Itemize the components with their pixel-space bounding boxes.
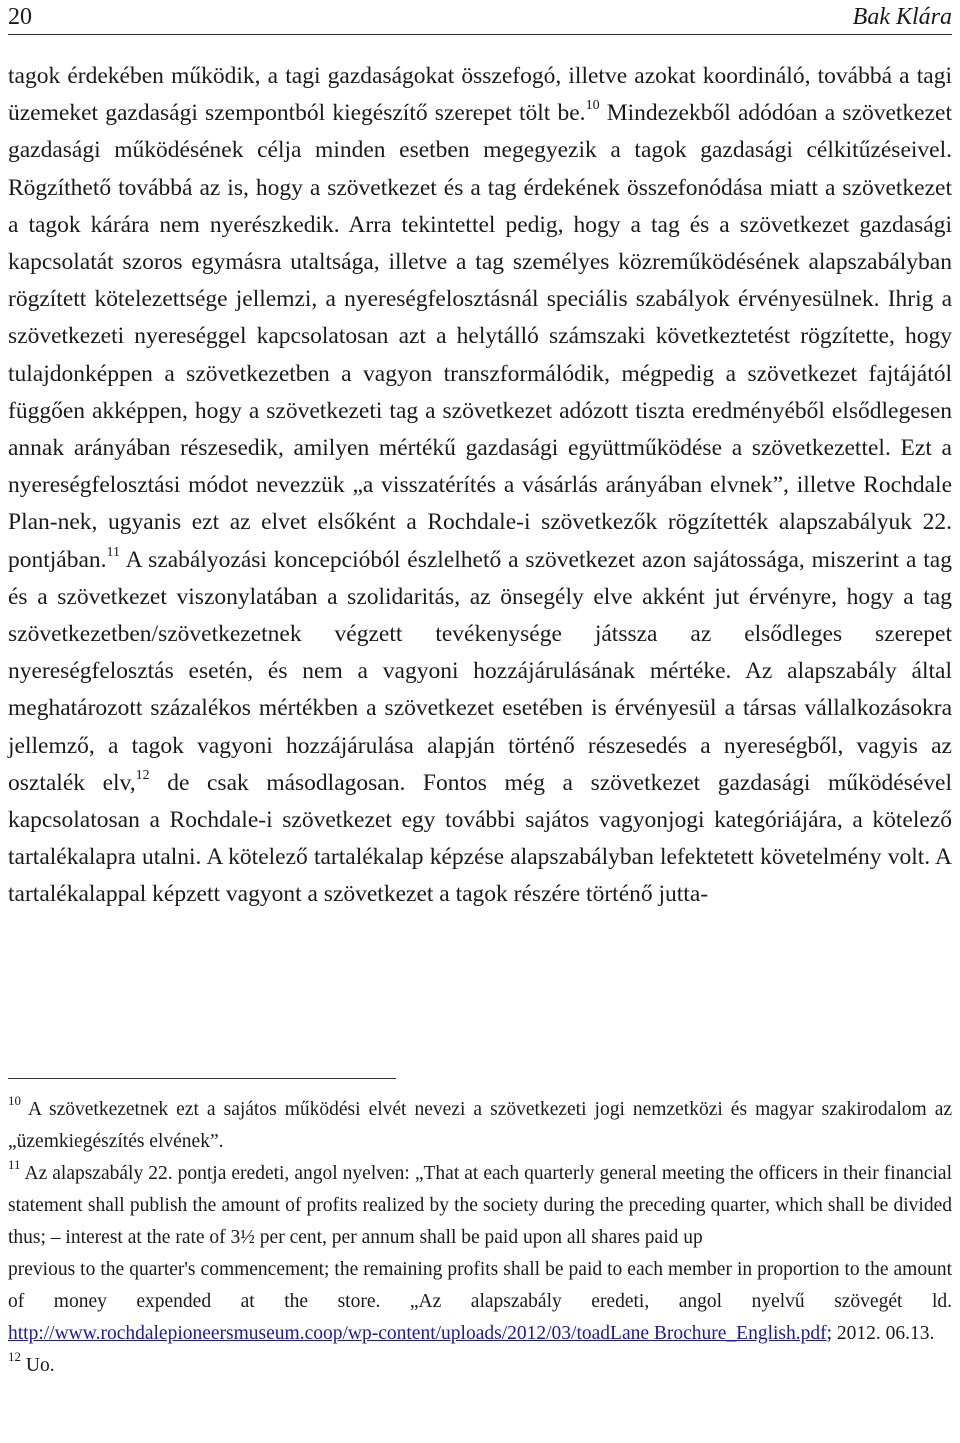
body-segment-3: A szabályozási koncepcióból észlelhető a szövetkezet azon sajátossága, miszerint a tag és a szövetkezet viszonylatában a szolidaritás, az önsegély elve akként jut érvényre, hogy a tag szövetkezetben/szövetkezetnek végzett tevékenysége játssza az elsődleges szerepet nyereségfelosztás esetén, és nem a vagyoni hozzájárulásának mértéke. Az alapszabály által meghatározott százalékos mértékben a szövetkezet esetében is érvényesül a társas vállalkozásokra jellemző, a tagok vagyoni hozzájárulása alapján történő részesedés a nyereségből, vagyis az osztalék elv, <box>8 546 952 796</box>
footnotes <box>8 1094 952 1382</box>
footnote-ref-10[interactable]: 10 <box>585 98 600 114</box>
footnote-number-11: 11 <box>8 1157 21 1172</box>
footnote-11 <box>8 1158 952 1254</box>
footnote-number-10: 10 <box>8 1093 21 1108</box>
page-number: 20 <box>8 3 32 30</box>
footnote-10 <box>8 1094 952 1158</box>
footnote-number-12: 12 <box>8 1349 21 1364</box>
footnote-11-date: ; 2012. 06.13. <box>826 1323 935 1344</box>
footnote-12-text: Uo. <box>21 1355 55 1376</box>
footnote-11-text-2: previous to the quarter's commencement; the remaining profits shall be paid to each member in proportion to the amount of money expended at the store. „Az alapszabály eredeti, angol nyelvű szövegét ld. <box>8 1259 952 1312</box>
body-segment-1: tagok érdekében működik, a tagi gazdaságokat összefogó, illetve azokat koordináló, továbbá a tagi üzemeket gazdasági szempontból kiegészítő szerepet tölt be. <box>8 63 952 127</box>
main-paragraph <box>8 58 952 914</box>
footnote-ref-12[interactable]: 12 <box>135 767 150 783</box>
footnote-separator <box>8 1078 396 1079</box>
running-header <box>8 0 952 35</box>
body-text <box>8 58 952 914</box>
footnote-ref-11[interactable]: 11 <box>106 544 121 560</box>
rochdale-brochure-link[interactable]: http://www.rochdalepioneersmuseum.coop/wp-content/uploads/2012/03/toadLane Brochure_English.pdf <box>8 1323 827 1344</box>
body-segment-2: Mindezekből adódóan a szövetkezet gazdasági működésének célja minden esetben megegyezik a tagok gazdasági célkitűzéseivel. Rögzíthető továbbá az is, hogy a szövetkezet és a tag érdekének összefonódása miatt a szövetkezet a tagok kárára nem nyerészkedik. Arra tekintettel pedig, hogy a tag és a szövetkezet gazdasági kapcsolatát szoros egymásra utaltsága, illetve a tag személyes közreműködésének alapszabályban rögzített kötelezettsége jellemzi, a nyereségfelosztásnál speciális szabályok érvényesülnek. Ihrig a szövetkezeti nyereséggel kapcsolatosan azt a helytálló számszaki következtetést rögzítette, hogy tulajdonképpen a szövetkezetben a vagyon transzformálódik, mégpedig a szövetkezet fajtájától függően akképpen, hogy a szövetkezeti tag a szövetkezet adózott tiszta eredményéből elsődlegesen annak arányában részesedik, amilyen mértékű gazdasági együttműködése a szövetkezettel. Ezt a nyereségfelosztási módot nevezzük „a visszatérítés a vásárlás arányában elvnek”, illetve Rochdale Plan-nek, ugyanis ezt az elvet elsőként a Rochdale-i szövetkezők rögzítették alapszabályuk 22. pontjában. <box>8 100 952 573</box>
footnote-12 <box>8 1350 952 1382</box>
footnote-11-text-1: Az alapszabály 22. pontja eredeti, angol nyelven: „That at each quarterly general meeting the officers in their financial statement shall publish the amount of profits realized by the society during the preceding quarter, which shall be divided thus; – interest at the rate of 3½ per cent, per annum shall be paid upon all shares paid up <box>8 1163 952 1248</box>
footnote-11-cont <box>8 1254 952 1350</box>
footnote-10-text: A szövetkezetnek ezt a sajátos működési elvét nevezi a szövetkezeti jogi nemzetközi és magyar szakirodalom az „üzemkiegészítés elvének”. <box>8 1099 952 1152</box>
running-head-author: Bak Klára <box>852 3 952 30</box>
body-segment-4: de csak másodlagosan. Fontos még a szövetkezet gazdasági működésével kapcsolatosan a Rochdale-i szövetkezet egy további sajátos vagyonjogi kategóriájára, a kötelező tartalékalapra utalni. A kötelező tartalékalap képzése alapszabályban lefektetett követelmény volt. A tartalékalappal képzett vagyont a szövetkezet a tagok részére történő jutta- <box>8 769 952 908</box>
